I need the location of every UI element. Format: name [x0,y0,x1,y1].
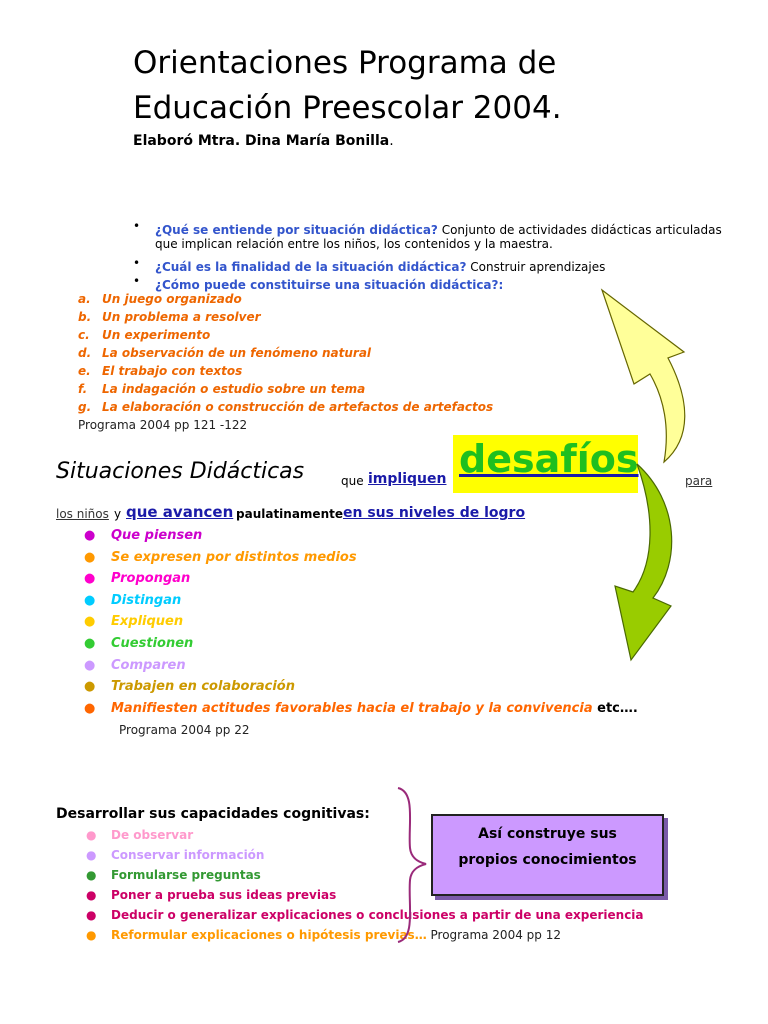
bullet-dot: ● [86,928,97,942]
word-paulatinamente: paulatinamente [236,507,343,521]
cognitiva-text: Poner a prueba sus ideas previas [111,888,337,902]
option-text: Un juego organizado [102,292,242,306]
title-line-1: Orientaciones Programa de [133,45,557,81]
word-y: y [114,507,122,521]
question-2 [155,256,605,275]
option-text: La indagación o estudio sobre un tema [102,382,366,396]
bullet-dot: ● [84,657,96,673]
action-item [84,655,638,677]
word-desafios: desafíos [459,437,639,481]
situaciones-title: Situaciones Didácticas [56,459,305,484]
action-item [84,568,638,590]
action-text: Manifiesten actitudes favorables hacia el trabajo y la convivencia [111,700,593,716]
bullet-dot: ● [84,700,96,716]
option-text: El trabajo con textos [102,364,243,378]
reference-3: Programa 2004 pp 12 [426,928,561,942]
question-1-text: ¿Qué se entiende por situación didáctica? [155,223,438,237]
bullet-dot: ● [84,679,96,695]
cognitiva-dots: … [414,928,427,942]
action-item [84,611,638,633]
bullet-dot: ● [86,868,97,882]
question-1 [155,219,722,238]
bullet-dot: • [133,256,141,270]
conclusion-line-2: propios conocimientos [458,852,637,868]
bullet-dot: • [133,219,141,233]
option-item [78,290,493,308]
option-text: La observación de un fenómeno natural [102,346,372,360]
action-item [84,590,638,612]
action-item [84,525,638,547]
word-para: para [685,474,713,488]
reference-1: Programa 2004 pp 121 -122 [78,418,248,432]
author-name: Elaboró Mtra. Dina María Bonilla [133,133,390,149]
answer-1: Conjunto de actividades didácticas articuladas [437,223,722,237]
cognitivas-heading: Desarrollar sus capacidades cognitivas: [56,806,370,822]
words-los-ninos: los niños [56,507,109,521]
cognitiva-text: Formularse preguntas [111,868,261,882]
option-item [78,398,493,416]
bullet-dot: ● [84,592,96,608]
action-text: Se expresen por distintos medios [111,549,357,565]
bullet-dot: ● [84,614,96,630]
words-que-avancen: que avancen [126,503,234,521]
title-line-2: Educación Preescolar 2004. [133,90,562,126]
option-item [78,380,493,398]
question-2-text: ¿Cuál es la finalidad de la situación didáctica? [155,260,467,274]
option-label: g. [78,400,92,414]
action-item [84,547,638,569]
question-3-text: ¿Cómo puede constituirse una situación didáctica?: [155,278,504,292]
option-label: b. [78,310,92,324]
option-item [78,308,493,326]
options-list [78,290,493,416]
action-text: Comparen [111,657,186,673]
conclusion-line-1: Así construye sus [478,826,617,842]
author [133,133,394,149]
action-item [84,633,638,655]
cognitiva-text: De observar [111,828,194,842]
cognitiva-item [86,905,644,925]
option-text: Un experimento [102,328,211,342]
option-text: Un problema a resolver [102,310,261,324]
action-text: Propongan [111,571,191,587]
bullet-dot: ● [84,549,96,565]
option-label: a. [78,292,91,306]
option-label: d. [78,346,92,360]
bullet-dot: ● [84,571,96,587]
bullet-dot: ● [86,888,97,902]
action-item [84,698,638,720]
cognitiva-text: Deducir o generalizar explicaciones o conclusiones a partir de una experiencia [111,908,644,922]
bullet-dot: ● [84,528,96,543]
cognitiva-text: Reformular explicaciones o hipótesis previas [111,928,415,942]
word-que: que [341,474,364,488]
option-item [78,362,493,380]
word-impliquen: impliquen [368,471,447,487]
author-dot: . [389,133,394,149]
cognitiva-item [86,925,644,945]
option-label: f. [78,382,88,396]
answer-1-continued: que implican relación entre los niños, los contenidos y la maestra. [155,237,553,251]
bullet-dot: • [133,274,141,288]
bullet-dot: ● [84,635,96,651]
option-text: La elaboración o construcción de artefactos de artefactos [102,400,494,414]
bullet-dot: ● [86,848,97,862]
action-etc: etc…. [592,700,638,716]
option-label: c. [78,328,90,342]
action-text: Expliquen [111,614,184,630]
action-text: Trabajen en colaboración [111,679,295,695]
brace-icon [394,786,430,944]
option-label: e. [78,364,91,378]
option-item [78,344,493,362]
action-item [84,676,638,698]
bullet-dot: ● [86,908,97,922]
conclusion-box [431,814,664,896]
reference-2: Programa 2004 pp 22 [119,723,250,737]
option-item [78,326,493,344]
bullet-dot: ● [86,828,97,842]
answer-2: Construir aprendizajes [466,260,606,274]
cognitiva-text: Conservar información [111,848,265,862]
actions-list [84,525,638,719]
action-text: Que piensen [111,528,203,543]
action-text: Cuestionen [111,635,194,651]
words-niveles-de-logro: en sus niveles de logro [343,505,526,521]
action-text: Distingan [111,592,182,608]
